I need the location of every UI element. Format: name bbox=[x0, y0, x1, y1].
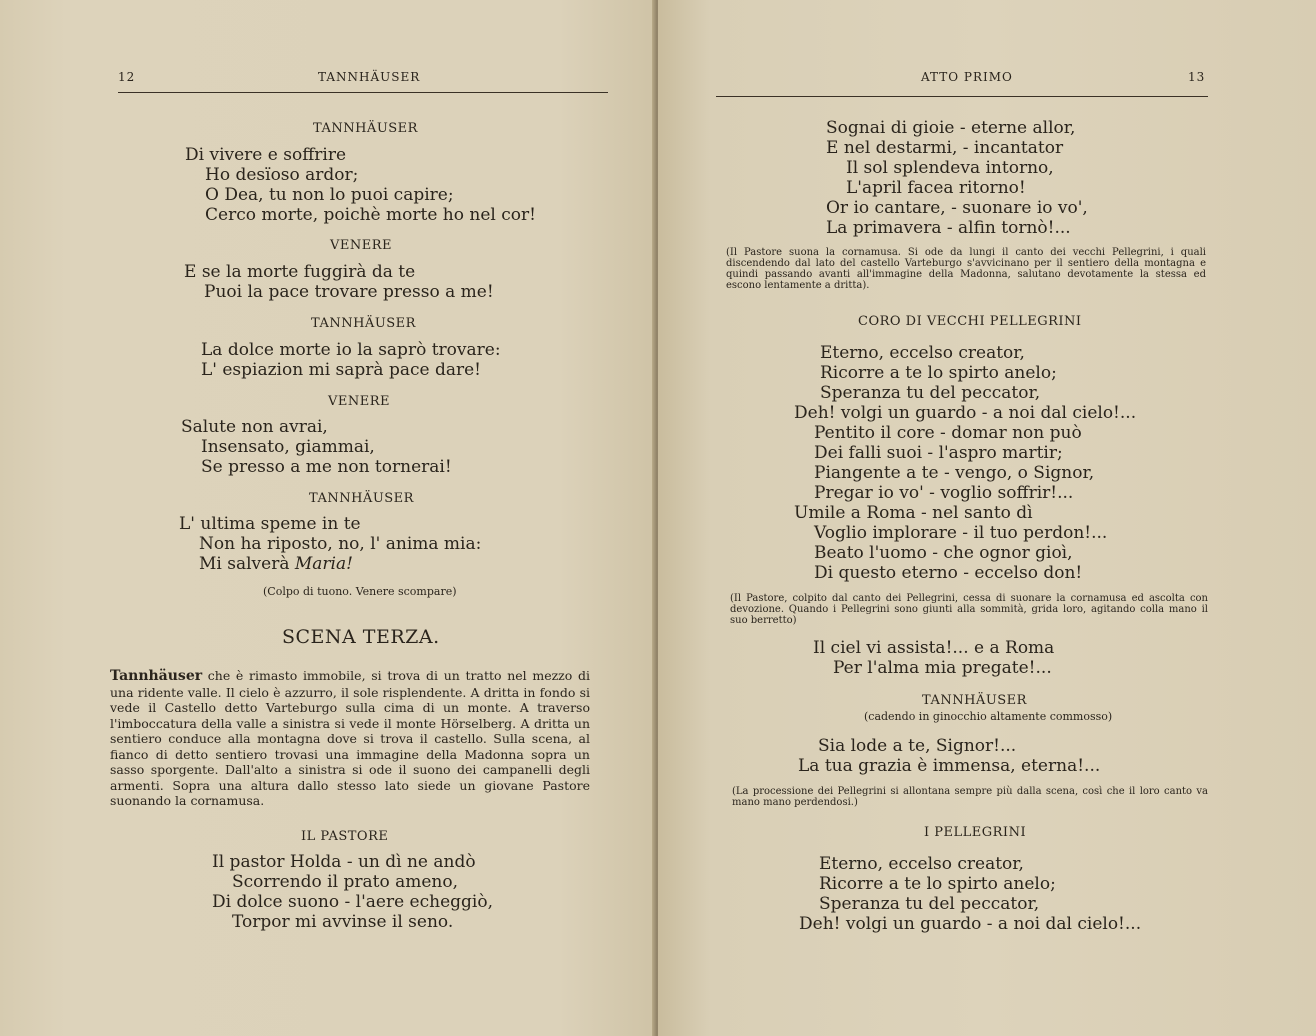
verse-line: Ricorre a te lo spirto anelo; bbox=[819, 874, 1056, 894]
speaker-label: TANNHÄUSER bbox=[309, 491, 414, 506]
verse-line: Eterno, eccelso creator, bbox=[820, 343, 1025, 363]
verse-line: Sia lode a te, Signor!... bbox=[818, 736, 1017, 756]
stage-direction: (Colpo di tuono. Venere scompare) bbox=[263, 585, 457, 598]
verse-text-italic: Maria! bbox=[294, 554, 353, 574]
verse-line: E se la morte fuggirà da te bbox=[184, 262, 416, 282]
verse-line bbox=[179, 554, 481, 574]
speaker-label: TANNHÄUSER bbox=[311, 316, 416, 331]
verse-line: Non ha riposto, no, l' anima mia: bbox=[199, 534, 482, 554]
verse-line: Scorrendo il prato ameno, bbox=[232, 872, 458, 892]
verse-block bbox=[799, 854, 1141, 934]
page-number: 13 bbox=[1188, 70, 1206, 84]
verse-line: L' ultima speme in te bbox=[179, 514, 361, 534]
verse-line: Il sol splendeva intorno, bbox=[846, 158, 1054, 178]
verse-block bbox=[798, 736, 1100, 776]
speaker-label: TANNHÄUSER bbox=[922, 693, 1027, 708]
verse-block bbox=[212, 852, 493, 932]
verse-line: La tua grazia è immensa, eterna!... bbox=[798, 756, 1101, 776]
right-page bbox=[658, 0, 1316, 1036]
scene-title: SCENA TERZA. bbox=[282, 626, 440, 648]
verse-block bbox=[181, 417, 452, 477]
verse-line: Or io cantare, - suonare io vo', bbox=[826, 198, 1088, 218]
character-name: Tannhäuser bbox=[110, 668, 203, 684]
verse-line: Sognai di gioie - eterne allor, bbox=[826, 118, 1076, 138]
verse-line: Cerco morte, poichè morte ho nel cor! bbox=[205, 205, 536, 225]
verse-line: O Dea, tu non lo puoi capire; bbox=[205, 185, 454, 205]
verse-line: Beato l'uomo - che ognor gioì, bbox=[814, 543, 1073, 563]
verse-line: Per l'alma mia pregate!... bbox=[833, 658, 1052, 678]
verse-block bbox=[179, 514, 481, 574]
verse-line: Deh! volgi un guardo - a noi dal cielo!... bbox=[799, 914, 1142, 934]
speaker-label: I PELLEGRINI bbox=[924, 825, 1027, 840]
verse-line: Piangente a te - vengo, o Signor, bbox=[814, 463, 1095, 483]
running-head: ATTO PRIMO bbox=[921, 70, 1013, 84]
verse-line: Eterno, eccelso creator, bbox=[819, 854, 1024, 874]
left-page bbox=[0, 0, 656, 1036]
verse-line: Insensato, giammai, bbox=[201, 437, 375, 457]
verse-block bbox=[185, 145, 536, 225]
verse-line: L' espiazion mi saprà pace dare! bbox=[201, 360, 481, 380]
verse-line: Voglio implorare - il tuo perdon!... bbox=[814, 523, 1108, 543]
verse-line: Speranza tu del peccator, bbox=[819, 894, 1040, 914]
verse-line: L'april facea ritorno! bbox=[846, 178, 1026, 198]
verse-block bbox=[201, 340, 501, 380]
verse-line: Il pastor Holda - un dì ne andò bbox=[212, 852, 476, 872]
speaker-label: IL PASTORE bbox=[301, 829, 389, 844]
stage-direction: (cadendo in ginocchio altamente commosso) bbox=[864, 710, 1113, 723]
verse-line: Di questo eterno - eccelso don! bbox=[814, 563, 1083, 583]
speaker-label: TANNHÄUSER bbox=[313, 121, 418, 136]
verse-line: Puoi la pace trovare presso a me! bbox=[204, 282, 494, 302]
header-rule bbox=[716, 96, 1208, 97]
stage-direction: (Il Pastore suona la cornamusa. Si ode da lungi il canto dei vecchi Pellegrini, i quali discendendo dal lato del castello Varteburgo s'avvicinano per il sentiero della montagna e quindi passando avanti all'immagine della Madonna, salutano devotamente la stessa ed escono lentamente a dritta). bbox=[726, 247, 1206, 291]
verse-text: Mi salverà bbox=[199, 554, 295, 574]
verse-line: Torpor mi avvinse il seno. bbox=[232, 912, 454, 932]
speaker-label: CORO DI VECCHI PELLEGRINI bbox=[858, 314, 1082, 329]
verse-line: Speranza tu del peccator, bbox=[820, 383, 1041, 403]
verse-line: Il ciel vi assista!... e a Roma bbox=[813, 638, 1055, 658]
stage-direction: (La processione dei Pellegrini si allontana sempre più dalla scena, così che il loro canto va mano mano perdendosi.) bbox=[732, 786, 1208, 808]
verse-line: E nel destarmi, - incantator bbox=[826, 138, 1064, 158]
verse-line: Umile a Roma - nel santo dì bbox=[794, 503, 1033, 523]
verse-line: Ricorre a te lo spirto anelo; bbox=[820, 363, 1057, 383]
running-head: TANNHÄUSER bbox=[318, 70, 421, 84]
header-rule bbox=[118, 92, 608, 93]
verse-line: Se presso a me non tornerai! bbox=[201, 457, 452, 477]
scene-description bbox=[110, 668, 590, 809]
verse-block bbox=[813, 638, 1054, 678]
verse-line: Di dolce suono - l'aere echeggiò, bbox=[212, 892, 493, 912]
verse-line: Dei falli suoi - l'aspro martir; bbox=[814, 443, 1063, 463]
verse-line: Pentito il core - domar non può bbox=[814, 423, 1082, 443]
verse-line: La dolce morte io la saprò trovare: bbox=[201, 340, 501, 360]
description-text: che è rimasto immobile, si trova di un tratto nel mezzo di una ridente valle. Il cielo è azzurro, il sole risplendente. A dritta in fondo si vede il Castello detto Varteburgo sulla cima di un monte. A traverso l'imboccatura della valle a sinistra si vede il monte Hörselberg. A dritta un sentiero conduce alla montagna dove si trova il castello. Sulla scena, al fianco di detto sentiero trovasi una immagine della Madonna sopra un sasso sporgente. Dall'alto a sinistra si ode il suono dei campanelli degli armenti. Sopra una altura dallo stesso lato siede un giovane Pastore suonando la cornamusa. bbox=[110, 668, 590, 808]
verse-line: Di vivere e soffrire bbox=[185, 145, 347, 165]
speaker-label: VENERE bbox=[328, 394, 391, 409]
verse-line: La primavera - alfin tornò!... bbox=[826, 218, 1071, 238]
verse-block bbox=[826, 118, 1088, 238]
verse-line: Salute non avrai, bbox=[181, 417, 328, 437]
verse-line: Pregar io vo' - voglio soffrir!... bbox=[814, 483, 1074, 503]
stage-direction: (Il Pastore, colpito dal canto dei Pellegrini, cessa di suonare la cornamusa ed ascolta con devozione. Quando i Pellegrini sono giunti alla sommità, grida loro, agitando colla mano il suo berretto) bbox=[730, 593, 1208, 626]
page-number: 12 bbox=[118, 70, 136, 84]
verse-block bbox=[794, 343, 1136, 583]
verse-line: Deh! volgi un guardo - a noi dal cielo!... bbox=[794, 403, 1137, 423]
verse-line: Ho desïoso ardor; bbox=[205, 165, 359, 185]
speaker-label: VENERE bbox=[330, 238, 393, 253]
verse-block bbox=[184, 262, 494, 302]
